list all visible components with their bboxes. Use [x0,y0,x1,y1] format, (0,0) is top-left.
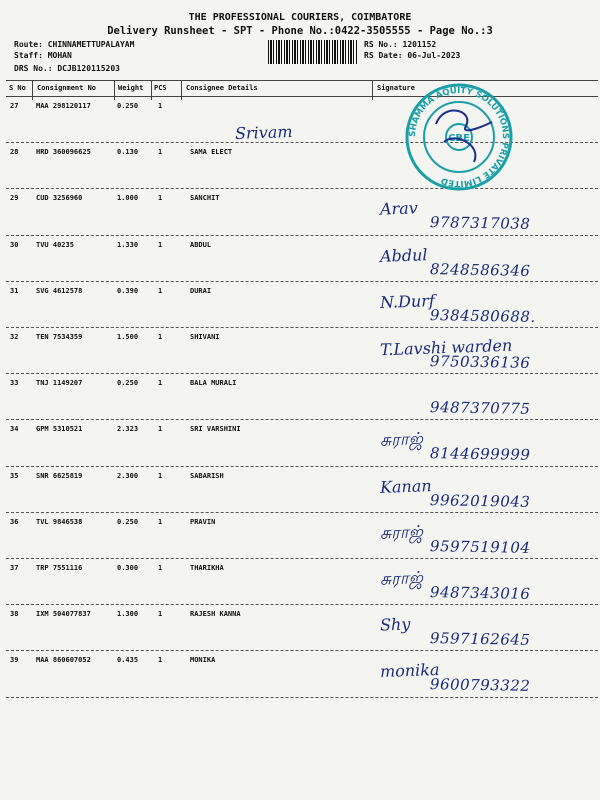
row-signature: Srivam [234,122,293,143]
row-consignee: SHIVANI [190,333,220,341]
row-separator [6,604,598,605]
col-header-pcs: PCS [154,84,167,92]
row-weight: 0.130 [117,148,139,157]
row-consignee: DURAI [190,286,212,295]
row-sno: 35 [10,471,19,480]
row-separator [6,466,598,467]
row-signature: Abdul [379,244,428,266]
row-weight: 2.323 [117,425,139,434]
row-consignee: SABARISH [190,471,224,480]
row-sno: 32 [10,333,19,341]
row-signature: Kanan [379,475,432,497]
row-consignee: BALA MURALI [190,379,237,388]
row-consignee: SAMA ELECT [190,148,233,157]
row-signature: Shy [379,614,411,635]
row-sno: 33 [10,379,19,388]
row-weight: 0.300 [117,564,139,572]
col-header-weight: Weight [118,84,144,92]
col-divider [372,80,373,100]
row-phone-handwritten: 9750336136 [429,352,531,372]
col-divider [114,80,115,100]
row-consignee: ABDUL [190,240,212,249]
row-pcs: 1 [158,194,163,203]
row-phone-handwritten: 9597162645 [429,629,531,650]
row-consignment-no: TVL 9846538 [36,517,83,526]
company-title: THE PROFESSIONAL COURIERS, COIMBATORE [188,12,412,23]
row-separator [6,235,598,236]
row-signature: monika [379,660,440,682]
col-divider [181,80,182,100]
row-weight: 1.000 [117,194,139,203]
row-separator [6,373,598,374]
seal-center-text: CBE [448,133,470,144]
row-pcs: 1 [158,102,163,110]
row-separator [6,650,598,651]
col-divider [151,80,152,100]
row-separator [6,419,598,420]
row-sno: 34 [10,425,19,434]
row-weight: 2.300 [117,471,139,480]
row-pcs: 1 [158,610,163,619]
row-phone-handwritten: 9384580688. [429,305,536,326]
row-sno: 30 [10,240,19,249]
row-consignee: RAJESH KANNA [190,610,241,619]
row-consignment-no: SVG 4612578 [36,286,83,295]
row-sno: 37 [10,564,19,572]
row-phone-handwritten: 9787317038 [429,213,531,234]
row-phone-handwritten: 9597519104 [429,536,531,557]
row-sno: 36 [10,517,19,526]
seal-ring-text: SHAMMA AQUITY SOLUTIONS PRIVATE LIMITED [407,85,511,189]
header-top-rule [6,80,598,81]
row-consignment-no: TVU 40235 [36,240,74,249]
row-phone-handwritten: 8144699999 [429,444,531,465]
row-weight: 1.330 [117,240,139,249]
barcode [268,40,358,64]
row-pcs: 1 [158,471,163,480]
row-pcs: 1 [158,286,163,295]
row-consignment-no: CUD 3256960 [36,194,83,203]
row-signature: Arav [379,198,419,220]
row-separator [6,327,598,328]
row-phone-handwritten: 9600793322 [429,675,531,696]
row-phone-handwritten: 8248586346 [429,259,531,280]
row-consignment-no: HRD 360096625 [36,148,91,157]
row-consignment-no: TNJ 1149207 [36,379,83,388]
row-separator [6,512,598,513]
row-sno: 28 [10,148,19,157]
row-pcs: 1 [158,333,163,341]
rs-date: RS Date: 06-Jul-2023 [364,51,461,60]
col-header-sno: S No [9,84,26,92]
row-signature: சுராஜ் [379,429,424,452]
row-pcs: 1 [158,517,163,526]
row-consignee: THARIKHA [190,564,224,572]
row-pcs: 1 [158,148,163,157]
row-weight: 0.250 [117,102,139,110]
col-header-signature: Signature [377,84,415,92]
row-phone-handwritten: 9962019043 [429,490,531,511]
row-signature: N.Durf [379,290,436,312]
row-consignee: SANCHIT [190,194,220,203]
row-weight: 1.300 [117,610,139,619]
row-sno: 29 [10,194,19,203]
row-weight: 0.250 [117,517,139,526]
row-phone-handwritten: 9487343016 [429,583,531,603]
row-sno: 27 [10,102,19,110]
row-pcs: 1 [158,240,163,249]
runsheet-subtitle: Delivery Runsheet - SPT - Phone No.:0422-3505555 - Page No.:3 [107,25,493,37]
col-header-consignment: Consignment No [37,84,97,92]
row-consignment-no: SNR 6625819 [36,471,83,480]
row-consignment-no: GPM 5310521 [36,425,83,434]
row-signature: சுராஜ் [379,568,424,590]
staff-label: Staff: MOHAN [14,51,72,60]
col-divider [32,80,33,100]
row-consignment-no: TRP 7551116 [36,564,83,572]
row-weight: 0.390 [117,286,139,295]
company-seal-stamp [404,82,514,192]
row-signature: T.Lavshi warden [379,335,513,360]
row-sno: 38 [10,610,19,619]
row-consignee: SRI VARSHINI [190,425,241,434]
route-label: Route: CHINNAMETTUPALAYAM [14,40,135,49]
row-consignee: PRAVIN [190,517,216,526]
row-consignment-no: IXM 504077837 [36,610,91,619]
row-separator [6,697,598,698]
row-sno: 31 [10,286,19,295]
row-pcs: 1 [158,379,163,388]
row-sno: 39 [10,656,19,665]
row-consignment-no: TEN 7534359 [36,333,83,341]
row-pcs: 1 [158,656,163,665]
row-pcs: 1 [158,425,163,434]
rs-number: RS No.: 1201152 [364,40,437,49]
row-separator [6,558,598,559]
row-weight: 0.250 [117,379,139,388]
row-consignment-no: MAA 298120117 [36,102,91,110]
drs-number: DRS No.: DCJB120115203 [14,64,120,73]
row-pcs: 1 [158,564,163,572]
row-phone-handwritten: 9487370775 [429,398,531,419]
col-header-consignee: Consignee Details [186,84,258,92]
row-separator [6,281,598,282]
row-consignment-no: MAA 860607052 [36,656,91,665]
row-signature: சுராஜ் [379,522,424,544]
row-weight: 0.435 [117,656,139,665]
row-consignee: MONIKA [190,656,216,665]
row-weight: 1.500 [117,333,139,341]
